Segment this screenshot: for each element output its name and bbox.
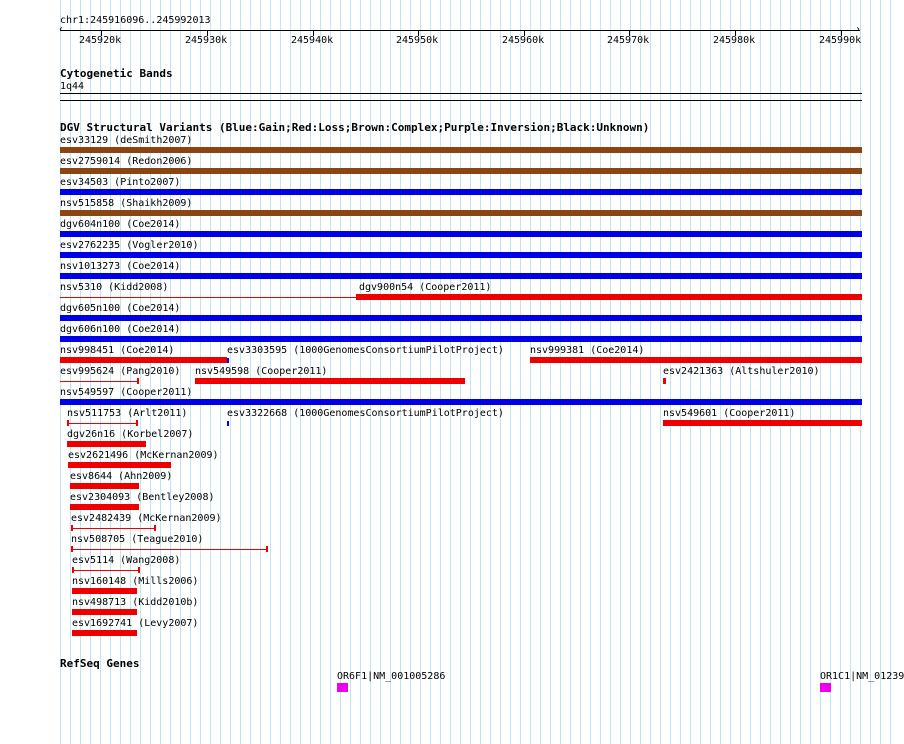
region-label: chr1:245916096..245992013: [60, 15, 211, 26]
variant-label[interactable]: esv2421363 (Altshuler2010): [663, 366, 820, 377]
ruler-tick-label: 245940k: [291, 35, 334, 46]
gene-label[interactable]: OR6F1|NM_001005286: [337, 671, 446, 682]
variant-label[interactable]: esv2304093 (Bentley2008): [70, 492, 215, 503]
variant-line[interactable]: [67, 423, 136, 424]
ruler-tick-label: 245980k: [713, 35, 756, 46]
dgv-track-title[interactable]: DGV Structural Variants (Blue:Gain;Red:Loss;Brown:Complex;Purple:Inversion;Black:Unknown): [60, 121, 650, 134]
variant-bar[interactable]: [60, 315, 862, 321]
variant-label[interactable]: nsv999381 (Coe2014): [530, 345, 645, 356]
variant-label[interactable]: dgv604n100 (Coe2014): [60, 219, 181, 230]
variant-bar[interactable]: [60, 189, 862, 195]
variant-label[interactable]: esv3322668 (1000GenomesConsortiumPilotProject): [227, 408, 504, 419]
variant-label[interactable]: esv995624 (Pang2010): [60, 366, 181, 377]
variant-label[interactable]: nsv515858 (Shaikh2009): [60, 198, 193, 209]
ruler-tick-label: 245960k: [502, 35, 545, 46]
ruler-arrow-left: ‹: [58, 24, 65, 35]
variant-end-tick: [71, 546, 73, 552]
variant-label[interactable]: dgv26n16 (Korbel2007): [67, 429, 194, 440]
variant-bar[interactable]: [72, 630, 137, 636]
gene-feature[interactable]: [820, 683, 831, 692]
variant-label[interactable]: nsv998451 (Coe2014): [60, 345, 175, 356]
variant-bar[interactable]: [72, 609, 137, 615]
variant-line[interactable]: [60, 297, 359, 298]
variant-label[interactable]: esv33129 (deSmith2007): [60, 135, 193, 146]
variant-bar[interactable]: [60, 273, 862, 279]
variant-label[interactable]: esv2482439 (McKernan2009): [71, 513, 222, 524]
variant-label[interactable]: esv2762235 (Vogler2010): [60, 240, 199, 251]
variant-end-tick: [136, 420, 138, 426]
variant-label[interactable]: esv8644 (Ahn2009): [70, 471, 173, 482]
variant-bar[interactable]: [663, 378, 666, 384]
variant-bar[interactable]: [67, 441, 146, 447]
cytoband-label[interactable]: 1q44: [60, 81, 85, 92]
variant-bar[interactable]: [530, 357, 862, 363]
variant-bar[interactable]: [60, 357, 227, 363]
variant-label[interactable]: dgv605n100 (Coe2014): [60, 303, 181, 314]
ruler-tick-label: 245990k: [819, 35, 862, 46]
variant-bar[interactable]: [358, 294, 862, 300]
variant-end-tick: [72, 567, 74, 573]
variant-label[interactable]: esv3303595 (1000GenomesConsortiumPilotProject): [227, 345, 504, 356]
variant-bar[interactable]: [60, 147, 862, 153]
variant-label[interactable]: esv2621496 (McKernan2009): [68, 450, 219, 461]
variant-end-tick: [266, 546, 268, 552]
variant-label[interactable]: nsv1013273 (Coe2014): [60, 261, 181, 272]
variant-line[interactable]: [60, 381, 137, 382]
variant-bar[interactable]: [227, 421, 229, 426]
variant-bar[interactable]: [70, 504, 139, 510]
variant-label[interactable]: nsv498713 (Kidd2010b): [72, 597, 199, 608]
variant-line[interactable]: [71, 528, 154, 529]
gene-label[interactable]: OR1C1|NM_01239: [820, 671, 904, 682]
variant-bar[interactable]: [60, 252, 862, 258]
ruler-tick-label: 245950k: [396, 35, 439, 46]
variant-bar[interactable]: [70, 483, 139, 489]
variant-bar[interactable]: [227, 358, 229, 363]
variant-label[interactable]: nsv5310 (Kidd2008): [60, 282, 169, 293]
variant-bar[interactable]: [60, 336, 862, 342]
variant-end-tick: [138, 567, 140, 573]
variant-line[interactable]: [71, 549, 266, 550]
variant-label[interactable]: nsv508705 (Teague2010): [71, 534, 204, 545]
cytoband-bar-bottom: [60, 100, 862, 101]
variant-label[interactable]: nsv549597 (Cooper2011): [60, 387, 193, 398]
variant-bar[interactable]: [195, 378, 465, 384]
variant-label[interactable]: dgv606n100 (Coe2014): [60, 324, 181, 335]
variant-label[interactable]: esv2759014 (Redon2006): [60, 156, 193, 167]
variant-label[interactable]: esv1692741 (Levy2007): [72, 618, 199, 629]
variant-label[interactable]: esv5114 (Wang2008): [72, 555, 181, 566]
refseq-track-title[interactable]: RefSeq Genes: [60, 657, 140, 670]
variant-bar[interactable]: [60, 399, 862, 405]
variant-label[interactable]: nsv549598 (Cooper2011): [195, 366, 328, 377]
cytoband-track-title[interactable]: Cytogenetic Bands: [60, 67, 173, 80]
variant-label[interactable]: nsv511753 (Arlt2011): [67, 408, 188, 419]
ruler-tick-label: 245930k: [185, 35, 228, 46]
variant-label[interactable]: nsv160148 (Mills2006): [72, 576, 199, 587]
variant-bar[interactable]: [68, 462, 171, 468]
variant-bar[interactable]: [60, 168, 862, 174]
cytoband-bar-top: [60, 93, 862, 94]
variant-label[interactable]: nsv549601 (Cooper2011): [663, 408, 796, 419]
ruler-arrow-right: ›: [855, 24, 862, 35]
variant-bar[interactable]: [72, 588, 137, 594]
variant-bar[interactable]: [60, 210, 862, 216]
variant-end-tick: [67, 420, 69, 426]
variant-bar[interactable]: [663, 420, 862, 426]
gene-feature[interactable]: [337, 683, 348, 692]
variant-end-tick: [154, 525, 156, 531]
variant-bar[interactable]: [60, 231, 862, 237]
ruler-axis: [60, 30, 860, 31]
variant-line[interactable]: [72, 570, 138, 571]
variant-end-tick: [71, 525, 73, 531]
variant-label[interactable]: esv34503 (Pinto2007): [60, 177, 181, 188]
variant-label[interactable]: dgv900n54 (Cooper2011): [359, 282, 492, 293]
ruler-tick-label: 245920k: [79, 35, 122, 46]
variant-end-tick: [137, 378, 139, 384]
ruler-tick-label: 245970k: [607, 35, 650, 46]
